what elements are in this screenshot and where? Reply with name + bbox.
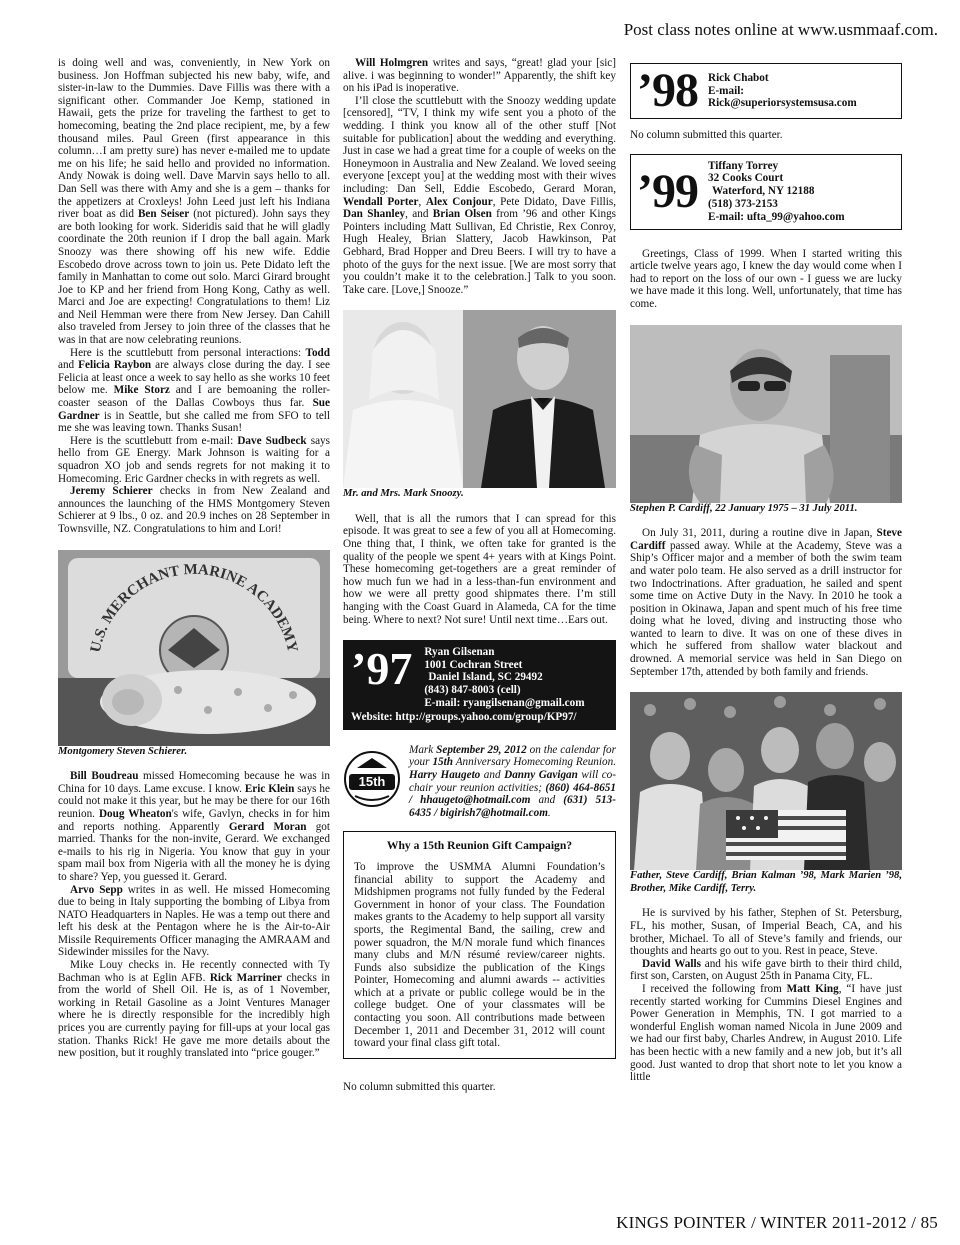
paragraph: Well, that is all the rumors that I can spread for this episode. It was great to see a few of you all at Homecoming. One thing that, I think, we often take for granted is the quality of the people we spent 4+ years with at Kings Point. These homecoming get-togethers are a great reminder of how much fun we had in a less-than-fun environment and how we were all pretty good shipmates there. I’m still hanging with the Coast Guard in Alameda, CA for the time being. Where to next? Not sure! Until next time…Ears out. <box>343 512 616 626</box>
paragraph: David Walls and his wife gave birth to their third child, first son, Carsten, on August 25th in Panama City, FL. <box>630 957 902 983</box>
contact-name: Rick Chabot <box>707 71 769 84</box>
contact-phone: (843) 847-8003 (cell) <box>424 684 521 696</box>
paragraph: Jeremy Schierer checks in from New Zealand and announces the launching of the HMS Montgomery Steven Schierer at 9 lbs., 0 oz. and 20.9 inches on 28 September in Townsville, NZ. Congratulations to him and Lori! <box>58 485 330 535</box>
photo-caption: Stephen P. Cardiff, 22 January 1975 – 31 July 2011. <box>630 502 858 514</box>
family-photo-illustration <box>630 692 902 870</box>
gift-campaign-body: To improve the USMMA Alumni Foundation’s financial ability to support the Academy and Midshipmen programs not fully funded by the Federal Government in honor of your class. The Foundation makes grants to the Academy to help support all varsity sports, the Regimental Band, the sailing, crew and power squadron, the M/N morale fund which finances many clubs and M/N résumé review/career nights. Funds also subsidize the publication of the Kings Pointer, Homecoming and alumni awards -- activities which at a private or public college would be in the college budget. One of your classmates will be contacting you soon. All contributions made between December 1, 2011 and December 31, 2012 will count toward your final class gift total. <box>354 860 605 1050</box>
paragraph: is doing well and was, conveniently, in New York on business. Jon Hoffman subjected his new baby, wife, and sister-in-law to the Dummies. Dave Fillis was there with a significant other. Commander Joe Kemp, stationed in Hawaii, gets the prize for traveling the farthest to get to homecoming, beating the 2nd place recipient, me, by a few thousand miles. Paul Green (first appearance in this column…I am pretty sure) has never e-mailed me to update me on his life; he said hello and provided no information. Andy Nowak is doing well. Dave Marvin says hello to all. Dan Sell was there with Amy and she is a gem – thanks for the appetizers at Croxleys! John Leed just left his Indiana river boat as did Ben Seiser (not pictured). John says they are both looking for work. Sideridis said that he will gladly coordinate the 20th reunion if I drop the ball again. Mark Snoozy was there showing off his new wife. Eddie Escobedo drove across town to join us. Pete Didato left the family in Manhattan to come out solo. Marci Girard brought Joe to KP and her friend from Hong Kong, Cathy as well. Marci and Joe are expecting! Congratulations to them! Liz and Neil Hemman were there from New Jersey. Dan Cahill also traveled from Jersey to join three of the classes that he was in that are now celebrating reunions. <box>58 57 331 347</box>
photo-caption: Mr. and Mrs. Mark Snoozy. <box>343 488 464 500</box>
contact-email[interactable]: E-mail: ufta_99@yahoo.com <box>707 210 845 223</box>
contact-email-label: E-mail: <box>707 84 745 97</box>
contact-email: E-mail: ryangilsenan@gmail.com <box>424 696 585 709</box>
baby-photo-illustration <box>58 550 330 746</box>
column-3 <box>630 57 902 1084</box>
baby-photo <box>58 550 330 746</box>
photo-banner-text: U.S. MERCHANT MARINE ACADEMY <box>87 561 301 654</box>
paragraph: Mike Louy checks in. He recently connected with Ty Bachman who is at Eglin AFB. Rick Marriner checks in from the world of Shell Oil. He is, as of 1 November, working in Retail Gasoline as a Joint Ventures Manager where he is directly responsible for the incredibly high prices you are currently paying for fill-ups at your local gas station. Thanks Rick! He gave me more details about the new position, but it roughly translated into “price gouger.” <box>58 959 330 1060</box>
15th-reunion-emblem-icon <box>343 750 401 808</box>
paragraph: On July 31, 2011, during a routine dive in Japan, Steve Cardiff passed away. While at the Academy, Steve was a Ship’s Officer major and a member of both the swim team and water polo team. He also served as a drill instructor for two Indoctrinations. After graduation, he sailed and spent some time on Active Duty in the Navy. In 2010 he took a position in Okinawa, Japan and spent much of his free time doing what he loved, diving and instructing those who wanted to learn to dive. It was on one of these dives in which he suffered from shallow water blackout and drowned. A memorial service was held in San Diego on September 17th, attended by both family and friends. <box>630 527 902 678</box>
contact-phone: (518) 373-2153 <box>707 197 778 210</box>
reunion-contact-1[interactable]: (860) 464-8651 / hhaugeto@hotmail.com <box>409 781 616 807</box>
emblem-label: 15th <box>358 773 386 789</box>
paragraph: Will Holmgren writes and says, “great! glad your [sic] alive. i was beginning to wonder!” Apparently, the shift key on his iPad is inoperative. <box>343 57 616 95</box>
contact-street: 1001 Cochran Street <box>424 658 523 671</box>
gift-campaign-box <box>343 831 616 1059</box>
contact-name: Tiffany Torrey <box>707 159 779 172</box>
paragraph: I received the following from Matt King, “I have just recently started working for Cummins Diesel Engines and Power Generation in Memphis, TN. I got married to a wonderful English woman named Nicola in June 2009 and we had our first baby, Charles Andrew, in August 2010. Life has been hectic with a new family and a new job, but it’s all good. Just wanted to drop that short note to let you know a little <box>630 983 902 1084</box>
gift-campaign-title: Why a 15th Reunion Gift Campaign? <box>386 839 573 853</box>
paragraph: Arvo Sepp writes in as well. He missed Homecoming due to being in Italy supporting the bombing of Libya from NATO Headquarters in Naples. He was a temp out there and left his desk at the Pentagon where he is the Air-to-Air Missile Requirements Officer managing the AMRAAM and Sidewinder missiles for the Navy. <box>58 883 330 959</box>
photo-caption: Montgomery Steven Schierer. <box>58 745 188 757</box>
paragraph: He is survived by his father, Stephen of St. Petersburg, FL, his mother, Susan, of Imperial Beach, CA, and his brother, Michael. To all of Steve’s family and friends, our thoughts and hearts go out to you. Rest in peace, Steve. <box>630 907 902 958</box>
cardiff-photo-illustration <box>630 325 902 503</box>
photo-caption: Father, Steve Cardiff, Brian Kalman ’98, Mark Marien ’98, Brother, Mike Cardiff, Terry. <box>630 870 902 894</box>
paragraph: Bill Boudreau missed Homecoming because he was in China for 10 days. Lame excuse. I know. Eric Klein says he could not make it this year, but he may be there for our 16th reunion. Doug Wheaton's wife, Gavlyn, checks in for him and reports nothing. Apparently Gerard Moran got married. Thanks for the non-invite, Gerard. We exchanged e-mails to his rig in Nigeria. You know that guy in your spam mail box from Nigeria with all the money he is dying to share? Yep, you guessed it. Gerard. <box>58 770 330 883</box>
cardiff-photo <box>630 325 902 503</box>
contact-email[interactable]: Rick@superiorsystemsusa.com <box>707 97 857 110</box>
paragraph: Here is the scuttlebutt from personal interactions: Todd and Felicia Raybon are always close during the day. I see Felicia at least once a week to say hello as she works 10 feet below me. Mike Storz and I are bemoaning the roller-coaster season of the Dallas Cowboys thus far. Sue Gardner is in Seattle, but she called me from SFO to tell me she was leaving town. Thanks Susan! <box>58 346 331 435</box>
wedding-photo-illustration <box>343 310 616 488</box>
contact-street: 32 Cooks Court <box>707 172 784 185</box>
contact-name: Ryan Gilsenan <box>424 646 495 659</box>
contact-website[interactable]: Website: http://groups.yahoo.com/group/KP97/ <box>351 711 577 724</box>
contact-city: Daniel Island, SC 29492 <box>428 671 543 684</box>
no-column-note: No column submitted this quarter. <box>343 1080 496 1093</box>
contact-city: Waterford, NY 12188 <box>711 185 815 198</box>
family-photo <box>630 692 902 870</box>
wedding-photo <box>343 310 616 488</box>
class-year: ’99 <box>637 164 698 218</box>
page-footer: KINGS POINTER / WINTER 2011-2012 / 85 <box>616 1213 938 1232</box>
class-98-contact-box <box>630 63 902 119</box>
paragraph: Greetings, Class of 1999. When I started writing this article twelve years ago, I knew the day would come when I had to report on the loss of our own - I guess we are lucky we have made it this long. Well, unfortunately, that time has come. <box>630 247 902 310</box>
paragraph: I’ll close the scuttlebutt with the Snoozy wedding update [censored], “TV, I think my wife sent you a photo of the wedding. I think you know all of the other stuff [Not suitable for publication] about the wedding and everything. Just in case we had a great time for a couple of weeks on the Honeymoon in Australia and New Zealand. We loved seeing everyone [except you] at the wedding most with their wives including: Dan Sell, Eddie Escobedo, Gerard Moran, Wendall Porter, Alex Conjour, Pete Didato, Dave Fillis, Dan Shanley, and Brian Olsen from ’96 and other Kings Pointers including Matt Sullivan, Ed Christie, Rex Conroy, Hugh Healey, Brian Slattery, Jacob Hawkinson, Pat Gebhard, Brad Hopper and Dreu Beers. I will try to have a photo of the guys for the next issue. [We are most sorry that you couldn’t make it to the celebration.] Talk to you soon. Take care. [Love,] Snooze.” <box>343 94 617 296</box>
reunion-notice <box>343 744 616 820</box>
page-header: Post class notes online at www.usmmaaf.com. <box>623 20 938 39</box>
class-97-contact-box <box>343 640 616 730</box>
class-year: ’97 <box>351 643 413 695</box>
class-99-contact-box <box>630 154 902 230</box>
class-year: ’98 <box>637 64 698 117</box>
reunion-text: Mark September 29, 2012 on the calendar for your 15th Anniversary Homecoming Reunion. Harry Haugeto and Danny Gavigan will co-chair your reunion activities; (860) 464-8651 / hhaugeto@hotmail.com and (631) 513-6435 / bigirish7@hotmail.com. <box>409 743 616 819</box>
column-2 <box>343 57 616 1093</box>
no-column-note: No column submitted this quarter. <box>630 129 783 141</box>
reunion-contact-2[interactable]: (631) 513-6435 / bigirish7@hotmail.com <box>409 794 616 819</box>
column-1 <box>58 57 330 1060</box>
paragraph: Here is the scuttlebutt from e-mail: Dave Sudbeck says hello from GE Energy. Mark Johnson is waiting for a squadron XO job and sends regrets for not making it to Homecoming. Eric Gardner checks in with regrets as well. <box>58 434 330 485</box>
